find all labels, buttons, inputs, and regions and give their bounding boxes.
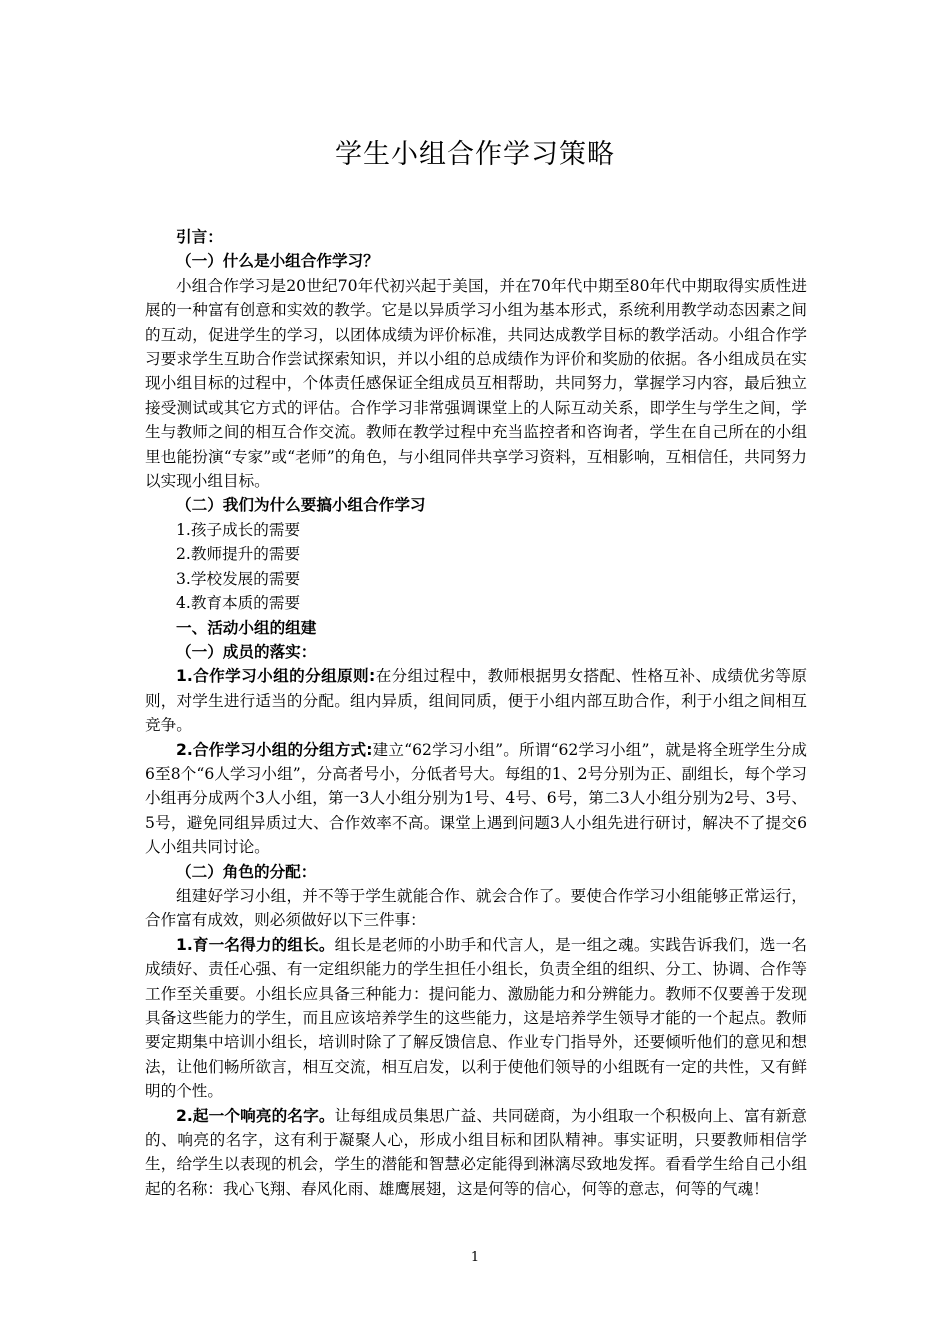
paragraph-group-leader <box>145 933 807 1104</box>
chapter-heading-group-formation: 一、活动小组的组建 <box>176 618 317 637</box>
paragraph-text: 在分组过程中，教师根据男女搭配、性格互补、成绩优劣等原则，对学生进行适当的分配。组内异质，组间同质，便于小组内部互助合作，利于小组之间相互竞争。 <box>145 667 807 735</box>
paragraph-text: 组长是老师的小助手和代言人，是一组之魂。实践告诉我们，选一名成绩好、责任心强、有一定组织能力的学生担任小组长，负责全组的组织、分工、协调、合作等工作至关重要。小组长应具备三种能力：提问能力、激励能力和分辨能力。教师不仅要善于发现具备这些能力的学生，而且应该培养学生的这些能力，这是培养学生领导才能的一个起点。教师要定期集中培训小组长，培训时除了了解反馈信息、作业专门指导外，还要倾听他们的意见和想法，让他们畅所欲言，相互交流，相互启发，以利于使他们领导的小组既有一定的共性，又有鲜明的个性。 <box>145 935 807 1101</box>
paragraph-grouping-principle <box>145 664 807 737</box>
paragraph-lead: 2.起一个响亮的名字。 <box>176 1106 335 1125</box>
section-heading-roles: （二）角色的分配： <box>176 862 317 881</box>
document-body <box>145 225 807 1201</box>
list-item: 1.孩子成长的需要 <box>176 520 301 539</box>
paragraph-text: 建立“62学习小组”。所谓“62学习小组”，就是将全班学生分成6至8个“6人学习小组”，分高者号小，分低者号大。每组的1、2号分别为正、副组长，每个学习小组再分成两个3人小组，第一3人小组分别为1号、4号、6号，第二3人小组分别为2号、3号、5号，避免同组异质过大、合作效率不高。课堂上遇到问题3人小组先进行研讨，解决不了提交6人小组共同讨论。 <box>145 740 808 857</box>
paragraph-roles-intro: 组建好学习小组，并不等于学生就能合作、就会合作了。要使合作学习小组能够正常运行，合作富有成效，则必须做好以下三件事： <box>145 886 807 930</box>
document-title: 学生小组合作学习策略 <box>335 139 615 170</box>
section-heading-members: （一）成员的落实： <box>176 642 317 661</box>
paragraph-lead: 1.合作学习小组的分组原则: <box>176 667 376 686</box>
paragraph-lead: 1.育一名得力的组长。 <box>176 935 335 954</box>
paragraph-grouping-method <box>145 738 807 860</box>
list-item: 3.学校发展的需要 <box>176 569 301 588</box>
list-item: 4.教育本质的需要 <box>176 594 301 613</box>
section-heading-what-is: （一）什么是小组合作学习？ <box>176 252 379 271</box>
paragraph-text: 让每组成员集思广益、共同磋商，为小组取一个积极向上、富有新意的、响亮的名字，这有利于凝聚人心，形成小组目标和团队精神。事实证明，只要教师相信学生，给学生以表现的机会，学生的潜能和智慧必定能得到淋漓尽致地发挥。看看学生给自己小组起的名称：我心飞翔、春风化雨、雄鹰展翅，这是何等的信心，何等的意志，何等的气魂！ <box>145 1106 807 1198</box>
paragraph-definition: 小组合作学习是20世纪70年代初兴起于美国，并在70年代中期至80年代中期取得实质性进展的一种富有创意和实效的教学。它是以异质学习小组为基本形式，系统利用教学动态因素之间的互动，促进学生的学习，以团体成绩为评价标准，共同达成教学目标的教学活动。小组合作学习要求学生互助合作尝试探索知识，并以小组的总成绩作为评价和奖励的依据。各小组成员在实现小组目标的过程中，个体责任感保证全组成员互相帮助，共同努力，掌握学习内容，最后独立接受测试或其它方式的评估。合作学习非常强调课堂上的人际互动关系，即学生与学生之间，学生与教师之间的相互合作交流。教师在教学过程中充当监控者和咨询者，学生在自己所在的小组里也能扮演“专家”或“老师”的角色，与小组同伴共享学习资料，互相影响，互相信任，共同努力以实现小组目标。 <box>145 276 807 491</box>
section-heading-why: （二）我们为什么要搞小组合作学习 <box>176 496 426 515</box>
paragraph-group-name <box>145 1104 807 1202</box>
page-number: 1 <box>470 1250 480 1265</box>
list-item: 2.教师提升的需要 <box>176 545 301 564</box>
paragraph-lead: 2.合作学习小组的分组方式: <box>176 740 373 759</box>
intro-heading: 引言： <box>176 228 223 246</box>
